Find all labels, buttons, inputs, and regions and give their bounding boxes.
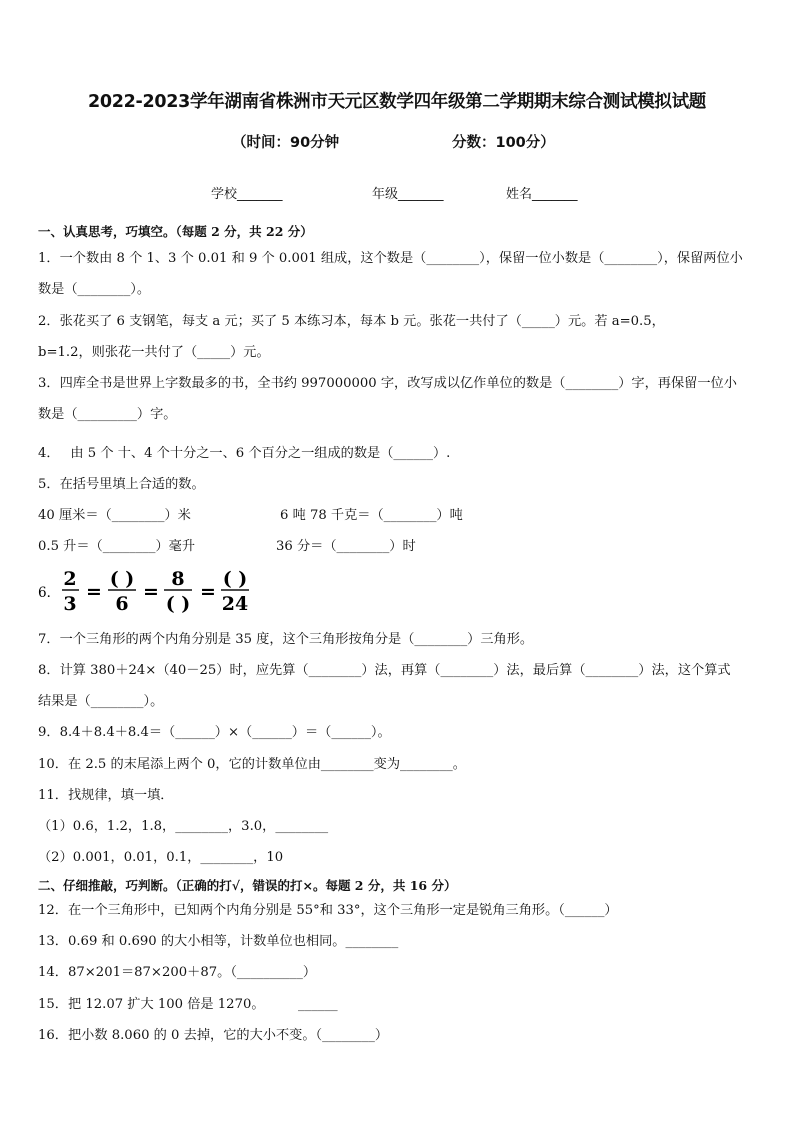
question-2-line-2: b=1.2，则张花一共付了（_____）元。 [38, 345, 270, 360]
name-field: 姓名_______ [506, 187, 578, 202]
question-13: 13．0.69 和 0.690 的大小相等，计数单位也相同。________ [38, 934, 399, 949]
section-1-heading: 一、认真思考，巧填空。（每题 2 分，共 22 分） [38, 224, 313, 239]
question-11: 11．找规律，填一填． [38, 788, 174, 803]
equals-sign-1: = [86, 581, 102, 603]
question-6-fractions [38, 568, 278, 614]
question-1-line-1: 1．一个数由 8 个 1、3 个 0.01 和 9 个 0.001 组成，这个数是（________），保留一位小数是（________），保留两位小 [38, 251, 743, 266]
question-15-answer-blank: ______ [298, 997, 338, 1012]
fraction-3-numerator: 8 [171, 568, 185, 590]
question-5: 5．在括号里填上合适的数。 [38, 477, 205, 492]
question-9: 9．8.4＋8.4＋8.4＝（______）×（______）＝（______）。 [38, 725, 391, 740]
question-5-b: 6 吨 78 千克＝（________）吨 [280, 508, 463, 523]
question-12: 12．在一个三角形中，已知两个内角分别是 55°和 33°，这个三角形一定是锐角三角形。（______） [38, 903, 618, 918]
question-14: 14．87×201＝87×200＋87。（__________） [38, 965, 317, 980]
question-4: 4． 由 5 个 十、4 个十分之一、6 个百分之一组成的数是（______）. [38, 446, 451, 461]
fraction-4-numerator: ( ) [222, 568, 248, 590]
fraction-2-denominator: 6 [115, 593, 129, 614]
question-7: 7．一个三角形的两个内角分别是 35 度，这个三角形按角分是（________）三角形。 [38, 632, 534, 647]
question-11-part-1: （1）0.6，1.2，1.8，________，3.0，________ [38, 819, 329, 834]
question-16: 16．把小数 8.060 的 0 去掉，它的大小不变。（________） [38, 1028, 389, 1043]
question-11-part-2: （2）0.001，0.01，0.1，________，10 [38, 850, 284, 865]
fraction-2-numerator: ( ) [109, 568, 135, 590]
question-6-label: 6． [38, 585, 61, 601]
time-label: （时间：90分钟 [232, 135, 340, 151]
question-10: 10．在 2.5 的末尾添上两个 0，它的计数单位由________变为________。 [38, 757, 466, 772]
question-1-line-2: 数是（________）。 [38, 282, 151, 297]
fraction-1-denominator: 3 [63, 593, 77, 614]
question-15: 15．把 12.07 扩大 100 倍是 1270。 [38, 997, 265, 1012]
fraction-4-denominator: 24 [221, 593, 249, 614]
score-label: 分数：100分） [452, 135, 555, 151]
section-2-heading: 二、仔细推敲，巧判断。（正确的打√，错误的打×。每题 2 分，共 16 分） [38, 878, 457, 893]
equals-sign-3: = [200, 581, 216, 603]
fraction-3-denominator: ( ) [165, 593, 191, 614]
school-field: 学校_______ [211, 187, 283, 202]
question-3-line-2: 数是（_________）字。 [38, 407, 177, 422]
grade-field: 年级_______ [372, 187, 444, 202]
page-title: 2022-2023学年湖南省株洲市天元区数学四年级第二学期期末综合测试模拟试题 [88, 92, 706, 112]
question-8-line-1: 8．计算 380＋24×（40－25）时，应先算（________）法，再算（________）法，最后算（________）法，这个算式 [38, 663, 731, 678]
question-5-d: 36 分＝（________）时 [276, 539, 416, 554]
question-8-line-2: 结果是（________）。 [38, 694, 164, 709]
question-5-c: 0.5 升＝（________）毫升 [38, 539, 196, 554]
equals-sign-2: = [143, 581, 159, 603]
question-3-line-1: 3．四库全书是世界上字数最多的书，全书约 997000000 字，改写成以亿作单位的数是（________）字，再保留一位小 [38, 376, 737, 391]
question-2-line-1: 2．张花买了 6 支钢笔，每支 a 元；买了 5 本练习本，每本 b 元。张花一共付了（_____）元。若 a=0.5， [38, 314, 665, 329]
question-5-a: 40 厘米＝（________）米 [38, 508, 191, 523]
fraction-1-numerator: 2 [63, 568, 77, 590]
